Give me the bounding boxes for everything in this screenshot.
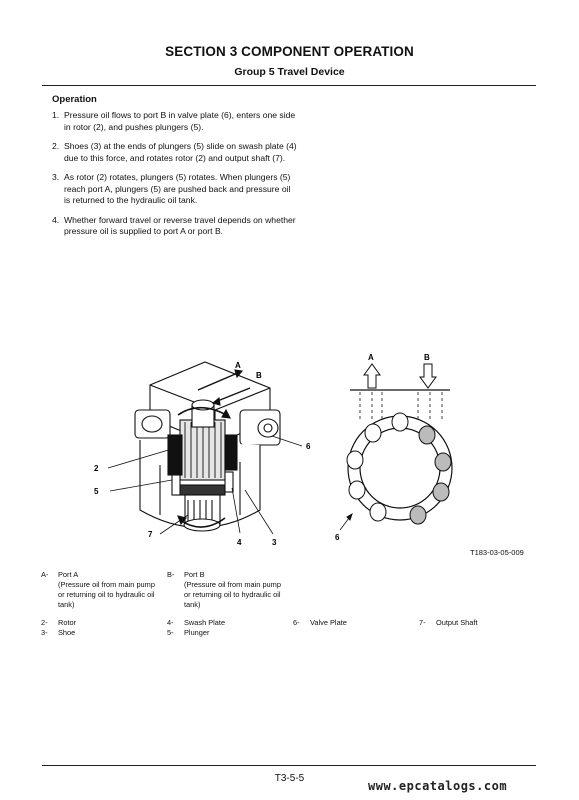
legend-a: [58, 570, 155, 610]
page-number: T3-5-5: [274, 773, 305, 784]
legend-4-key: 4-: [167, 618, 174, 627]
valve-plate-port-diagram: [330, 350, 470, 545]
step-text: Shoes (3) at the ends of plungers (5) slide on swash plate (4) due to this force, and rotates rotor (2) and output shaft (7).: [64, 141, 297, 163]
step-text: As rotor (2) rotates, plungers (5) rotates. When plungers (5) reach port A, plungers (5) are pushed back and pressure oil is returned to the hydraulic oil tank.: [64, 172, 291, 205]
footer-rule: [42, 765, 536, 766]
step-4: [52, 215, 297, 238]
step-2: [52, 141, 297, 164]
legend-7-value: Output Shaft: [436, 618, 478, 627]
legend-b-key: B-: [167, 570, 175, 579]
callout-b: B: [256, 371, 262, 380]
callout-5: 5: [94, 487, 99, 496]
legend-b-line1: (Pressure oil from main pump: [184, 580, 281, 589]
legend-b: [184, 570, 281, 610]
step-text: Whether forward travel or reverse travel depends on whether pressure oil is supplied to port A or port B.: [64, 214, 296, 236]
operation-steps: [52, 110, 297, 246]
legend-a-title: Port A: [58, 570, 79, 579]
legend-3-value: Shoe: [58, 628, 76, 637]
step-number: 1.: [52, 110, 60, 120]
legend-7-key: 7-: [419, 618, 426, 627]
legend-a-line2: or returning oil to hydraulic oil: [58, 590, 155, 599]
callout-6: 6: [306, 442, 311, 451]
watermark: www.epcatalogs.com: [368, 779, 508, 793]
step-number: 4.: [52, 214, 60, 225]
legend-b-line3: tank): [184, 600, 201, 609]
legend-6-value: Valve Plate: [310, 618, 347, 627]
group-title: Group 5 Travel Device: [234, 66, 345, 78]
operation-heading: Operation: [52, 94, 97, 105]
legend-a-line1: (Pressure oil from main pump: [58, 580, 155, 589]
callout-4: 4: [237, 538, 242, 547]
step-1: [52, 110, 297, 133]
callout-a: A: [235, 361, 241, 370]
step-number: 3.: [52, 172, 60, 182]
legend-a-key: A-: [41, 570, 49, 579]
port-a-label: A: [368, 353, 374, 362]
header-rule: [42, 85, 536, 86]
legend-b-title: Port B: [184, 570, 205, 579]
callout-7: 7: [148, 530, 153, 539]
port-b-label: B: [424, 353, 430, 362]
callout-2: 2: [94, 464, 99, 473]
step-3: [52, 172, 297, 207]
legend-2-value: Rotor: [58, 618, 77, 627]
legend-5-value: Plunger: [184, 628, 210, 637]
section-title: SECTION 3 COMPONENT OPERATION: [165, 44, 414, 59]
figure-id: T183-03-05-009: [470, 548, 524, 557]
legend-3-key: 3-: [41, 628, 48, 637]
legend-6-key: 6-: [293, 618, 300, 627]
callout-3: 3: [272, 538, 277, 547]
step-number: 2.: [52, 141, 60, 151]
legend-2-key: 2-: [41, 618, 48, 627]
legend-a-line3: tank): [58, 600, 75, 609]
legend-5-key: 5-: [167, 628, 174, 637]
travel-motor-cutaway-illustration: [80, 350, 330, 550]
callout-6-right: 6: [335, 533, 340, 542]
step-text: Pressure oil flows to port B in valve plate (6), enters one side in rotor (2), and pushes plungers (5).: [64, 110, 296, 132]
legend-b-line2: or returning oil to hydraulic oil: [184, 590, 281, 599]
legend-4-value: Swash Plate: [184, 618, 226, 627]
